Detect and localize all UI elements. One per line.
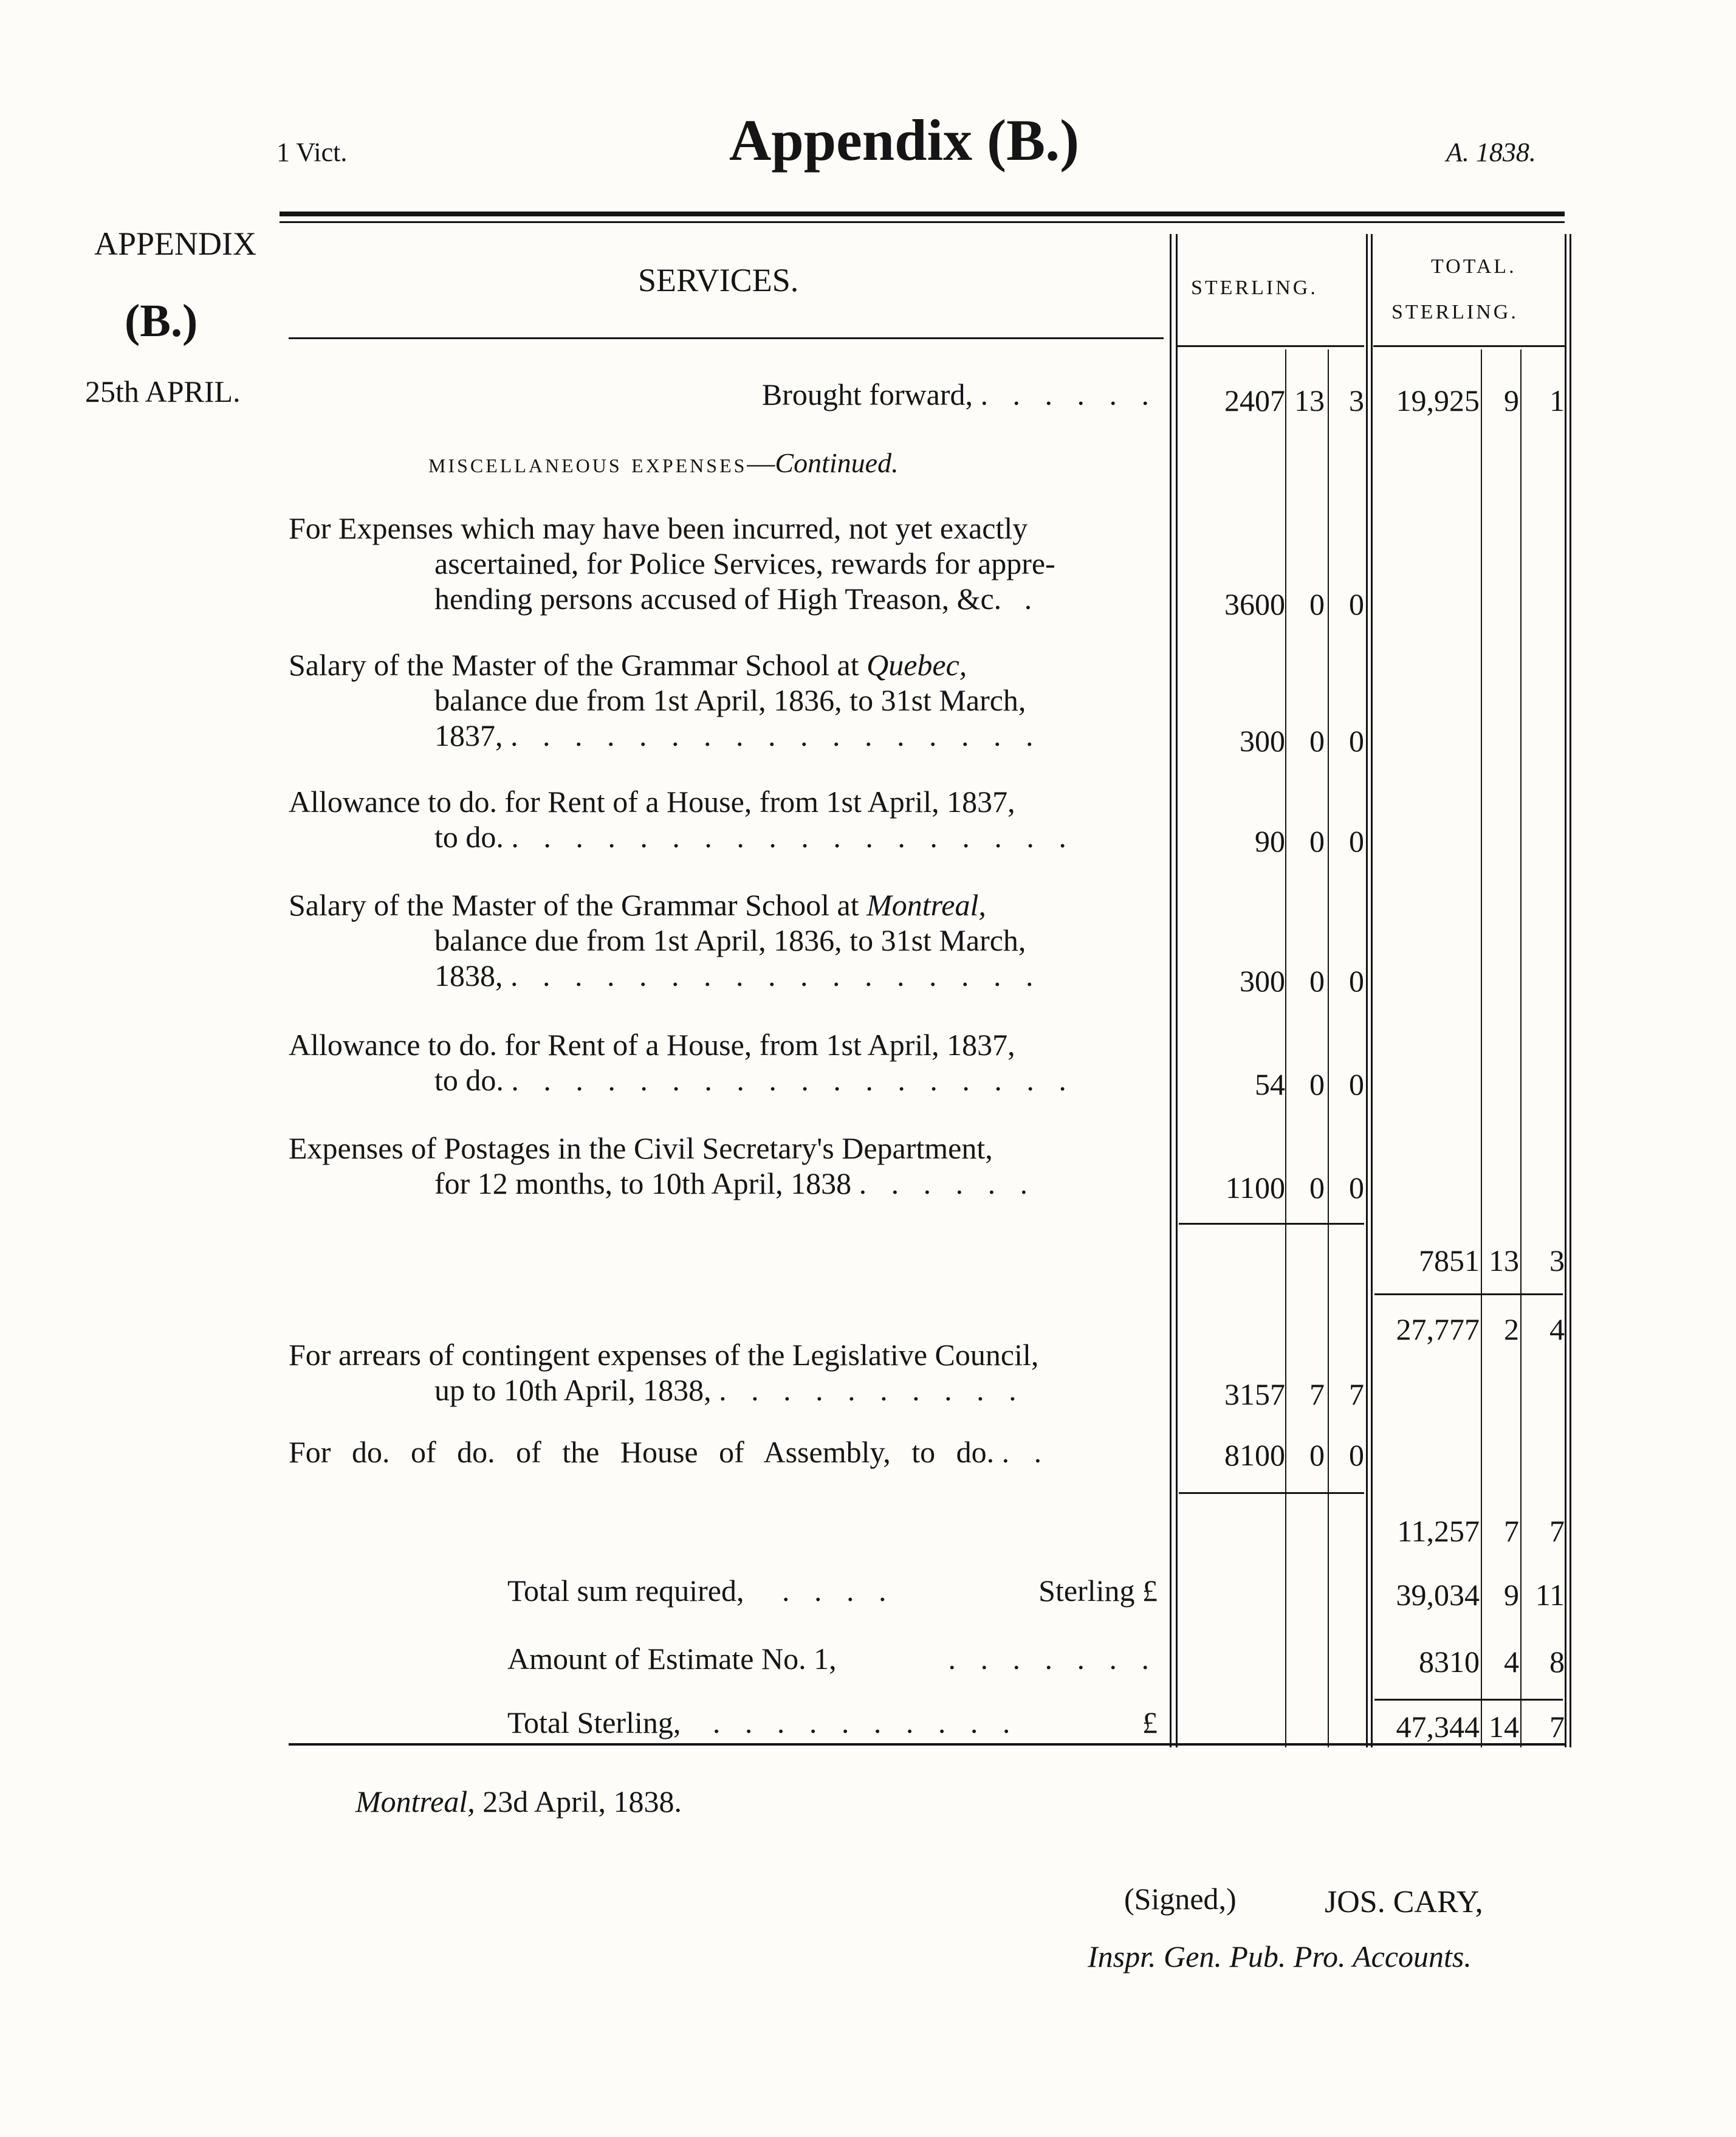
total-pounds: 11,257 xyxy=(1397,1514,1480,1548)
margin-date: 25th APRIL. xyxy=(85,374,241,408)
header-services: SERVICES. xyxy=(638,262,799,298)
col-divider xyxy=(1481,349,1482,1747)
footer-place-date: Montreal, 23d April, 1838. xyxy=(355,1784,682,1819)
total-pence: 1 xyxy=(1549,384,1565,418)
header-year: A. 1838. xyxy=(1446,137,1536,167)
total-pence: 3 xyxy=(1549,1244,1565,1278)
total-pence: 8 xyxy=(1549,1645,1565,1679)
total-shillings: 7 xyxy=(1504,1514,1519,1548)
total-pence: 7 xyxy=(1549,1710,1565,1744)
amount-pence: 0 xyxy=(1349,1171,1364,1205)
header-rule-total xyxy=(1373,345,1565,347)
top-double-rule xyxy=(280,212,1565,216)
amount-pence: 0 xyxy=(1349,1438,1364,1472)
col-divider xyxy=(1366,234,1368,1747)
col-divider xyxy=(1570,234,1571,1747)
amount-pounds: 8100 xyxy=(1224,1438,1285,1472)
col-divider xyxy=(1565,234,1566,1747)
total-pounds: 7851 xyxy=(1419,1244,1480,1278)
row-police: For Expenses which may have been incurred, not yet exactly ascertained, for Police Services, rewards for appre- hending persons accused of High Treason, &c. . xyxy=(289,511,1055,616)
amount-pence: 3 xyxy=(1349,384,1364,418)
section-heading: miscellaneous expenses—Continued. xyxy=(428,447,899,478)
total-pounds: 47,344 xyxy=(1396,1710,1480,1744)
footer-office: Inspr. Gen. Pub. Pro. Accounts. xyxy=(1088,1939,1472,1974)
footer-signed: (Signed,) xyxy=(1124,1882,1237,1916)
total-shillings: 9 xyxy=(1504,1578,1519,1612)
footer-name: JOS. CARY, xyxy=(1325,1885,1483,1919)
amount-pence: 0 xyxy=(1349,724,1364,758)
header-rule xyxy=(289,337,1164,339)
amount-pence: 0 xyxy=(1349,1067,1364,1101)
total-pence: 7 xyxy=(1549,1514,1565,1548)
amount-shillings: 0 xyxy=(1309,1171,1325,1205)
row-council: For arrears of contingent expenses of the Legislative Council, up to 10th April, 1838, . . . . . . . . . . xyxy=(289,1338,1039,1407)
col-divider xyxy=(1520,349,1522,1747)
amount-pence: 0 xyxy=(1349,824,1364,858)
amount-shillings: 0 xyxy=(1309,724,1325,758)
col-divider xyxy=(1170,234,1172,1747)
row-total-required: Total sum required, . . . . Sterling £ xyxy=(507,1574,1158,1608)
page-title: Appendix (B.) xyxy=(729,108,1080,173)
header-total-2: STERLING. xyxy=(1391,301,1518,323)
amount-pounds: 1100 xyxy=(1225,1171,1285,1205)
amount-pence: 0 xyxy=(1349,587,1364,621)
amount-shillings: 0 xyxy=(1309,964,1325,998)
total-pounds: 27,777 xyxy=(1396,1312,1480,1346)
header-sterling: STERLING. xyxy=(1191,277,1318,299)
total-pence: 4 xyxy=(1549,1312,1565,1346)
amount-pence: 7 xyxy=(1349,1377,1364,1411)
amount-pounds: 3157 xyxy=(1224,1377,1285,1411)
amount-pounds: 300 xyxy=(1240,724,1285,758)
total-shillings: 13 xyxy=(1489,1244,1519,1278)
amount-pounds: 300 xyxy=(1240,964,1285,998)
row-brought-forward: Brought forward, . . . . . . xyxy=(761,377,1158,411)
margin-letter: (B.) xyxy=(125,295,198,346)
margin-appendix: APPENDIX xyxy=(94,225,257,262)
sum-rule xyxy=(1374,1293,1563,1295)
row-assembly: For do. of do. of the House of Assembly, to do. . . xyxy=(289,1435,1051,1469)
amount-pounds: 2407 xyxy=(1224,384,1285,418)
row-estimate: Amount of Estimate No. 1, . . . . . . . xyxy=(507,1642,1158,1676)
total-pounds: 19,925 xyxy=(1396,384,1480,418)
amount-shillings: 0 xyxy=(1309,1438,1325,1472)
header-rule-sterling xyxy=(1176,345,1364,347)
header-session: 1 Vict. xyxy=(276,137,348,167)
total-shillings: 2 xyxy=(1504,1312,1519,1346)
sum-rule xyxy=(1179,1223,1364,1225)
amount-shillings: 0 xyxy=(1309,587,1325,621)
amount-pounds: 54 xyxy=(1255,1067,1285,1101)
amount-shillings: 0 xyxy=(1309,824,1325,858)
sum-rule xyxy=(1179,1492,1364,1494)
sum-rule xyxy=(1374,1699,1563,1701)
row-total-sterling: Total Sterling, . . . . . . . . . . £ xyxy=(507,1705,1158,1740)
total-pounds: 39,034 xyxy=(1396,1578,1480,1612)
total-pence: 11 xyxy=(1535,1578,1565,1612)
total-pounds: 8310 xyxy=(1419,1645,1480,1679)
row-montreal-rent: Allowance to do. for Rent of a House, from 1st April, 1837, to do. . . . . . . . . . . . . . . . . . . xyxy=(289,1028,1075,1097)
row-quebec-salary: Salary of the Master of the Grammar School at Quebec, balance due from 1st April, 1836, to 31st March, 1837, . . . . . . . . . . . . . . . . . xyxy=(289,648,1042,752)
header-total-1: TOTAL. xyxy=(1431,255,1517,278)
row-quebec-rent: Allowance to do. for Rent of a House, from 1st April, 1837, to do. . . . . . . . . . . . . . . . . . . xyxy=(289,785,1075,854)
total-shillings: 4 xyxy=(1504,1645,1519,1679)
amount-pounds: 90 xyxy=(1255,824,1285,858)
col-divider xyxy=(1328,349,1329,1747)
amount-pounds: 3600 xyxy=(1224,587,1285,621)
amount-shillings: 13 xyxy=(1294,384,1325,418)
row-postages: Expenses of Postages in the Civil Secretary's Department, for 12 months, to 10th April, 1838 . . . . . . xyxy=(289,1131,1037,1200)
total-shillings: 9 xyxy=(1504,384,1519,418)
amount-pence: 0 xyxy=(1349,964,1364,998)
row-montreal-salary: Salary of the Master of the Grammar School at Montreal, balance due from 1st April, 1836, to 31st March, 1838, . . . . . . . . . . . . . . . . . xyxy=(289,888,1042,993)
col-divider xyxy=(1285,349,1286,1747)
total-shillings: 14 xyxy=(1489,1710,1519,1744)
amount-shillings: 7 xyxy=(1309,1377,1325,1411)
top-thin-rule xyxy=(280,221,1565,223)
amount-shillings: 0 xyxy=(1309,1067,1325,1101)
